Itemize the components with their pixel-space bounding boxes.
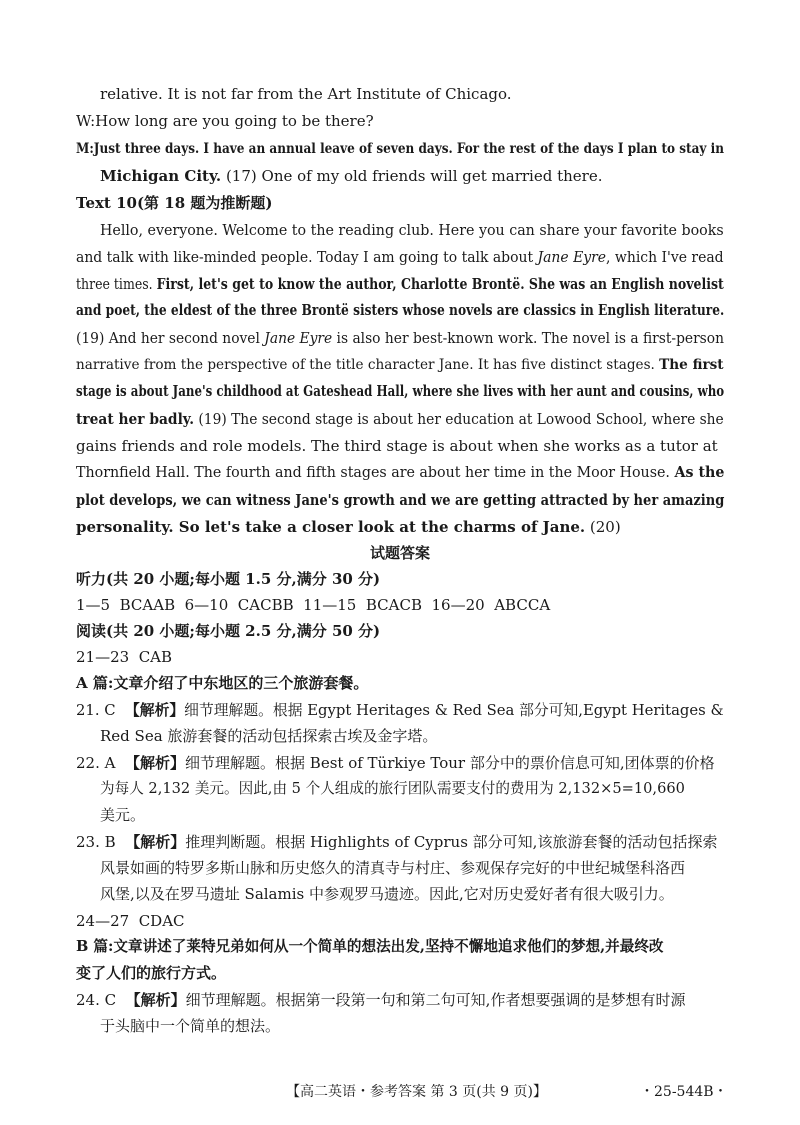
listening-key: 1—5 BCAAB 6—10 CACBB 11—15 BCACB 16—20 ABCCA xyxy=(76,596,551,614)
dialogue-line-m xyxy=(76,138,724,160)
text: And her second novel xyxy=(104,329,265,347)
answer-item-24 xyxy=(76,989,685,1011)
speaker-label: M: xyxy=(76,140,94,157)
speaker-label: W: xyxy=(76,112,96,130)
question-ref: (19) xyxy=(76,329,105,347)
question-ref: (19) xyxy=(194,410,227,428)
answer-key-24-27: 24—27 CDAC xyxy=(76,912,185,930)
passage-b-summary: B 篇:文章讲述了莱特兄弟如何从一个简单的想法出发,坚持不懈地追求他们的梦想,并最终改 xyxy=(76,938,664,955)
text: First, let's get to know the author, Charlotte Brontë. She was an English novelist xyxy=(156,275,724,293)
answer-item-23-cont: 风堡,以及在罗马遗址 Salamis 中参观罗马遗迹。因此,它对历史爱好者有很大吸引力。 xyxy=(100,885,674,903)
text: Just three days. I have an annual leave of seven days. For the rest of the days I plan to stay in xyxy=(93,140,724,157)
analysis-tag: 【解析】 xyxy=(125,991,186,1009)
passage-line xyxy=(76,381,724,403)
text: Michigan City. xyxy=(100,167,222,185)
question-ref: (17) xyxy=(225,167,257,185)
page-footer-info: 【高二英语・参考答案 第 3 页(共 9 页)】 xyxy=(286,1084,547,1100)
passage-line xyxy=(76,435,718,457)
answer-item-22-cont: 美元。 xyxy=(100,806,146,824)
text: three times. xyxy=(76,275,157,293)
answer-number: 24. C xyxy=(76,991,117,1009)
text: narrative from the perspective of the title character Jane. It has five distinct stages. xyxy=(76,357,660,373)
text10-heading: Text 10(第 18 题为推断题) xyxy=(76,194,273,212)
text: and poet, the eldest of the three Brontë sisters whose novels are classics in English literature. xyxy=(76,302,725,319)
passage-line xyxy=(76,300,724,322)
dialogue-line-w xyxy=(76,110,374,132)
text: and talk with like-minded people. Today I am going to talk about xyxy=(76,248,538,266)
text: The first xyxy=(659,356,724,373)
text: gains friends and role models. The third stage is about when she works as a tutor at xyxy=(76,437,718,455)
answer-item-22 xyxy=(76,752,715,774)
text: How long are you going to be there? xyxy=(95,112,374,130)
text: treat her badly. xyxy=(76,410,195,428)
passage-line xyxy=(76,273,724,295)
answer-item-23-cont: 风景如画的特罗多斯山脉和历史悠久的清真寺与村庄、参观保存完好的中世纪城堡科洛西 xyxy=(100,859,686,877)
analysis-tag: 【解析】 xyxy=(125,754,186,772)
text: , which I've read xyxy=(606,248,724,266)
transcript-line xyxy=(100,83,512,105)
listening-heading: 听力(共 20 小题;每小题 1.5 分,满分 30 分) xyxy=(76,570,381,588)
answer-item-22-cont: 为每人 2,132 美元。因此,由 5 个人组成的旅行团队需要支付的费用为 2,132×5=10,660 xyxy=(100,780,685,797)
answer-item-21-cont: Red Sea 旅游套餐的活动包括探索古埃及金字塔。 xyxy=(100,727,438,745)
text: The second stage is about her education at Lowood School, where she xyxy=(226,410,724,428)
dialogue-line-m-cont xyxy=(100,165,602,187)
passage-line xyxy=(76,489,724,511)
text: As the xyxy=(674,464,725,481)
text: plot develops, we can witness Jane's growth and we are getting attracted by her amazing xyxy=(76,491,725,509)
text: 细节理解题。根据第一段第一句和第二句可知,作者想要强调的是梦想有时源 xyxy=(185,991,686,1009)
answers-title: 试题答案 xyxy=(369,544,430,562)
analysis-tag: 【解析】 xyxy=(124,701,185,719)
question-ref: (20) xyxy=(585,518,621,536)
passage-line xyxy=(76,516,621,538)
text: stage is about Jane's childhood at Gateshead Hall, where she lives with her aunt and cousins, who xyxy=(76,383,725,400)
book-title: Jane Eyre xyxy=(537,248,607,266)
answer-item-24-cont: 于头脑中一个简单的想法。 xyxy=(100,1017,281,1035)
analysis-tag: 【解析】 xyxy=(125,833,186,851)
passage-line xyxy=(76,408,724,430)
answer-number: 23. B xyxy=(76,833,116,851)
passage-line xyxy=(100,219,724,241)
passage-line xyxy=(76,246,724,268)
answer-item-23 xyxy=(76,831,717,853)
text: 细节理解题。根据 Egypt Heritages & Red Sea 部分可知,Egypt Heritages & xyxy=(184,701,724,719)
text: relative. It is not far from the Art Institute of Chicago. xyxy=(100,85,512,103)
text: 细节理解题。根据 Best of Türkiye Tour 部分中的票价信息可知,团体票的价格 xyxy=(185,754,715,772)
text: is also her best-known work. The novel is a first-person xyxy=(332,329,724,347)
reading-heading: 阅读(共 20 小题;每小题 2.5 分,满分 50 分) xyxy=(76,622,381,640)
answer-number: 21. C xyxy=(76,701,116,719)
answer-number: 22. A xyxy=(76,754,116,772)
answer-item-21 xyxy=(76,699,724,721)
passage-line xyxy=(76,462,724,484)
text: Thornfield Hall. The fourth and fifth stages are about her time in the Moor House. xyxy=(76,464,675,481)
text: 推理判断题。根据 Highlights of Cyprus 部分可知,该旅游套餐的活动包括探索 xyxy=(185,833,718,851)
text: personality. So let's take a closer look at the charms of Jane. xyxy=(76,518,586,536)
book-title: Jane Eyre xyxy=(264,329,333,347)
passage-a-summary: A 篇:文章介绍了中东地区的三个旅游套餐。 xyxy=(76,674,369,692)
passage-line xyxy=(76,354,724,376)
text: Hello, everyone. Welcome to the reading club. Here you can share your favorite books xyxy=(100,221,724,239)
passage-line xyxy=(76,327,724,349)
text: One of my old friends will get married there. xyxy=(256,167,603,185)
page-footer-code: ・25-544B・ xyxy=(640,1084,728,1100)
answer-key-21-23: 21—23 CAB xyxy=(76,648,173,666)
passage-b-summary-cont: 变了人们的旅行方式。 xyxy=(76,964,227,982)
